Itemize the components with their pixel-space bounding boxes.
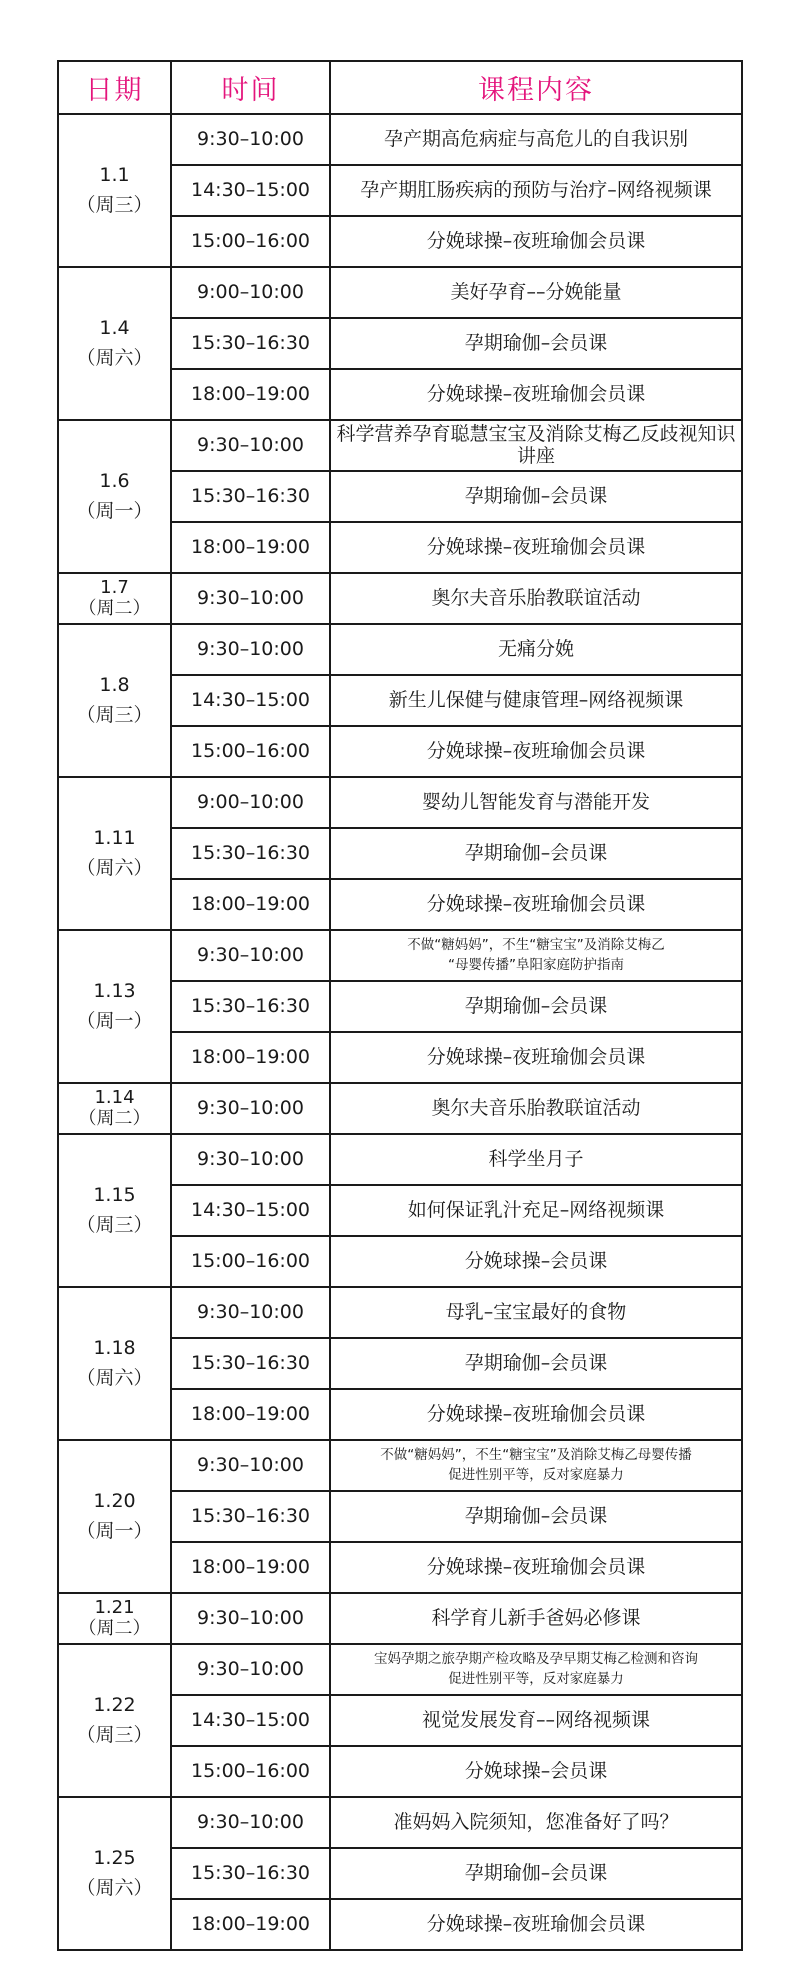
topic-line: 孕期瑜伽–会员课 xyxy=(464,1351,608,1374)
time-cell: 9:30–10:00 xyxy=(171,1593,330,1644)
date-cell xyxy=(58,1287,171,1440)
topic-cell xyxy=(330,267,742,318)
weekday-value: （周一） xyxy=(76,1009,153,1032)
topic-line: 奥尔夫音乐胎教联谊活动 xyxy=(431,1096,641,1119)
schedule-row xyxy=(58,624,742,675)
topic-cell xyxy=(330,981,742,1032)
topic-line: 科学育儿新手爸妈必修课 xyxy=(431,1606,641,1629)
schedule-row xyxy=(58,1134,742,1185)
weekday-value: （周六） xyxy=(76,856,153,879)
date-value: 1.7 xyxy=(100,576,129,598)
date-cell xyxy=(58,420,171,573)
schedule-row xyxy=(58,1287,742,1338)
topic-line: 美好孕育––分娩能量 xyxy=(450,280,622,303)
topic-cell xyxy=(330,1491,742,1542)
topic-line: 分娩球操–夜班瑜伽会员课 xyxy=(426,739,646,762)
time-cell: 18:00–19:00 xyxy=(171,1899,330,1950)
topic-cell xyxy=(330,1746,742,1797)
date-cell xyxy=(58,573,171,624)
topic-cell xyxy=(330,471,742,522)
date-cell xyxy=(58,624,171,777)
date-value: 1.14 xyxy=(94,1086,135,1108)
time-cell: 9:30–10:00 xyxy=(171,930,330,981)
topic-line: 促进性别平等，反对家庭暴力 xyxy=(448,1466,624,1483)
topic-line: 科学营养孕育聪慧宝宝及消除艾梅乙反歧视知识讲座 xyxy=(336,422,736,467)
time-cell: 9:00–10:00 xyxy=(171,267,330,318)
date-cell xyxy=(58,1593,171,1644)
topic-cell xyxy=(330,1593,742,1644)
weekday-value: （周二） xyxy=(78,1617,151,1639)
time-cell: 9:30–10:00 xyxy=(171,624,330,675)
time-cell: 18:00–19:00 xyxy=(171,522,330,573)
topic-cell xyxy=(330,1695,742,1746)
topic-cell xyxy=(330,1032,742,1083)
time-cell: 15:00–16:00 xyxy=(171,1746,330,1797)
topic-cell xyxy=(330,1236,742,1287)
topic-line: 不做“糖妈妈”，不生“糖宝宝”及消除艾梅乙母婴传播 xyxy=(380,1446,692,1463)
weekday-value: （周二） xyxy=(78,597,151,619)
time-cell: 15:00–16:00 xyxy=(171,1236,330,1287)
topic-line: 分娩球操–夜班瑜伽会员课 xyxy=(426,535,646,558)
weekday-value: （周六） xyxy=(76,1876,153,1899)
schedule-row xyxy=(58,1797,742,1848)
topic-line: 准妈妈入院须知，您准备好了吗？ xyxy=(393,1810,679,1833)
topic-line: 孕期瑜伽–会员课 xyxy=(464,1861,608,1884)
time-cell: 15:30–16:30 xyxy=(171,981,330,1032)
time-cell: 9:30–10:00 xyxy=(171,573,330,624)
schedule-row xyxy=(58,1083,742,1134)
topic-cell xyxy=(330,1542,742,1593)
weekday-value: （周六） xyxy=(76,1366,153,1389)
time-cell: 15:00–16:00 xyxy=(171,216,330,267)
topic-cell xyxy=(330,573,742,624)
topic-line: “母婴传播”阜阳家庭防护指南 xyxy=(448,956,624,973)
topic-cell xyxy=(330,420,742,471)
topic-line: 孕期瑜伽–会员课 xyxy=(464,841,608,864)
date-cell xyxy=(58,777,171,930)
topic-cell xyxy=(330,675,742,726)
time-cell: 18:00–19:00 xyxy=(171,1542,330,1593)
topic-cell xyxy=(330,1134,742,1185)
topic-cell xyxy=(330,522,742,573)
time-cell: 14:30–15:00 xyxy=(171,1185,330,1236)
topic-cell xyxy=(330,777,742,828)
topic-line: 孕期瑜伽–会员课 xyxy=(464,994,608,1017)
weekday-value: （周一） xyxy=(76,1519,153,1542)
schedule-row xyxy=(58,267,742,318)
topic-cell xyxy=(330,930,742,981)
topic-line: 孕期瑜伽–会员课 xyxy=(464,331,608,354)
date-value: 1.21 xyxy=(94,1596,135,1618)
topic-line: 不做“糖妈妈”，不生“糖宝宝”及消除艾梅乙 xyxy=(407,936,665,953)
date-value: 1.6 xyxy=(99,470,130,493)
time-cell: 15:30–16:30 xyxy=(171,471,330,522)
schedule-row xyxy=(58,930,742,981)
date-cell xyxy=(58,1134,171,1287)
time-cell: 9:30–10:00 xyxy=(171,114,330,165)
date-cell xyxy=(58,267,171,420)
schedule-row xyxy=(58,420,742,471)
topic-cell xyxy=(330,1797,742,1848)
topic-line: 孕产期高危病症与高危儿的自我识别 xyxy=(383,127,688,150)
topic-line: 如何保证乳汁充足–网络视频课 xyxy=(407,1198,665,1221)
date-value: 1.13 xyxy=(93,980,136,1003)
topic-line: 新生儿保健与健康管理–网络视频课 xyxy=(388,688,684,711)
date-cell xyxy=(58,1644,171,1797)
header-row xyxy=(58,61,742,114)
schedule-body xyxy=(58,114,742,1950)
schedule-row xyxy=(58,114,742,165)
time-cell: 9:30–10:00 xyxy=(171,1440,330,1491)
time-cell: 9:30–10:00 xyxy=(171,1644,330,1695)
time-cell: 15:30–16:30 xyxy=(171,1338,330,1389)
header-topic: 课程内容 xyxy=(330,61,742,114)
date-value: 1.1 xyxy=(99,164,130,187)
course-schedule-table xyxy=(57,60,743,1951)
topic-line: 分娩球操–夜班瑜伽会员课 xyxy=(426,1045,646,1068)
topic-line: 分娩球操–夜班瑜伽会员课 xyxy=(426,892,646,915)
topic-line: 孕产期肛肠疾病的预防与治疗–网络视频课 xyxy=(360,178,712,201)
topic-cell xyxy=(330,318,742,369)
topic-line: 分娩球操–夜班瑜伽会员课 xyxy=(426,1912,646,1935)
date-value: 1.22 xyxy=(93,1694,136,1717)
topic-cell xyxy=(330,1440,742,1491)
time-cell: 18:00–19:00 xyxy=(171,879,330,930)
topic-line: 孕期瑜伽–会员课 xyxy=(464,1504,608,1527)
header-time: 时间 xyxy=(171,61,330,114)
schedule-row xyxy=(58,1593,742,1644)
topic-line: 视觉发展发育––网络视频课 xyxy=(421,1708,650,1731)
time-cell: 15:30–16:30 xyxy=(171,318,330,369)
date-value: 1.25 xyxy=(93,1847,136,1870)
topic-line: 分娩球操–会员课 xyxy=(464,1759,608,1782)
time-cell: 14:30–15:00 xyxy=(171,1695,330,1746)
time-cell: 9:30–10:00 xyxy=(171,420,330,471)
topic-line: 宝妈孕期之旅孕期产检攻略及孕早期艾梅乙检测和咨询 xyxy=(374,1650,698,1667)
weekday-value: （周三） xyxy=(76,703,153,726)
schedule-row xyxy=(58,1440,742,1491)
date-value: 1.4 xyxy=(99,317,130,340)
schedule-row xyxy=(58,573,742,624)
schedule-row xyxy=(58,1644,742,1695)
topic-cell xyxy=(330,726,742,777)
topic-line: 母乳–宝宝最好的食物 xyxy=(445,1300,627,1323)
schedule-row xyxy=(58,777,742,828)
topic-line: 奥尔夫音乐胎教联谊活动 xyxy=(431,586,641,609)
weekday-value: （周三） xyxy=(76,193,153,216)
topic-line: 分娩球操–夜班瑜伽会员课 xyxy=(426,382,646,405)
topic-line: 分娩球操–夜班瑜伽会员课 xyxy=(426,1555,646,1578)
time-cell: 9:30–10:00 xyxy=(171,1134,330,1185)
topic-cell xyxy=(330,369,742,420)
topic-line: 婴幼儿智能发育与潜能开发 xyxy=(421,790,650,813)
date-value: 1.15 xyxy=(93,1184,136,1207)
weekday-value: （周六） xyxy=(76,346,153,369)
topic-cell xyxy=(330,1083,742,1134)
time-cell: 18:00–19:00 xyxy=(171,1389,330,1440)
date-cell xyxy=(58,1797,171,1950)
topic-cell xyxy=(330,1848,742,1899)
weekday-value: （周一） xyxy=(76,499,153,522)
time-cell: 15:30–16:30 xyxy=(171,1848,330,1899)
date-cell xyxy=(58,114,171,267)
topic-cell xyxy=(330,1185,742,1236)
header-date: 日期 xyxy=(58,61,171,114)
topic-cell xyxy=(330,624,742,675)
topic-line: 分娩球操–夜班瑜伽会员课 xyxy=(426,1402,646,1425)
topic-line: 分娩球操–夜班瑜伽会员课 xyxy=(426,229,646,252)
topic-cell xyxy=(330,114,742,165)
date-value: 1.8 xyxy=(99,674,130,697)
topic-cell xyxy=(330,216,742,267)
date-value: 1.18 xyxy=(93,1337,136,1360)
time-cell: 14:30–15:00 xyxy=(171,675,330,726)
topic-cell xyxy=(330,879,742,930)
date-cell xyxy=(58,1440,171,1593)
time-cell: 14:30–15:00 xyxy=(171,165,330,216)
topic-line: 促进性别平等，反对家庭暴力 xyxy=(448,1670,624,1687)
time-cell: 15:30–16:30 xyxy=(171,1491,330,1542)
time-cell: 15:00–16:00 xyxy=(171,726,330,777)
time-cell: 9:30–10:00 xyxy=(171,1797,330,1848)
topic-cell xyxy=(330,1644,742,1695)
weekday-value: （周三） xyxy=(76,1213,153,1236)
date-value: 1.11 xyxy=(93,827,136,850)
time-cell: 15:30–16:30 xyxy=(171,828,330,879)
time-cell: 9:30–10:00 xyxy=(171,1083,330,1134)
time-cell: 9:00–10:00 xyxy=(171,777,330,828)
topic-line: 科学坐月子 xyxy=(488,1147,584,1170)
topic-line: 无痛分娩 xyxy=(497,637,574,660)
weekday-value: （周二） xyxy=(78,1107,151,1129)
date-cell xyxy=(58,930,171,1083)
time-cell: 18:00–19:00 xyxy=(171,369,330,420)
topic-cell xyxy=(330,1338,742,1389)
topic-cell xyxy=(330,828,742,879)
topic-cell xyxy=(330,1389,742,1440)
topic-cell xyxy=(330,1899,742,1950)
time-cell: 18:00–19:00 xyxy=(171,1032,330,1083)
time-cell: 9:30–10:00 xyxy=(171,1287,330,1338)
weekday-value: （周三） xyxy=(76,1723,153,1746)
date-cell xyxy=(58,1083,171,1134)
topic-line: 分娩球操–会员课 xyxy=(464,1249,608,1272)
topic-cell xyxy=(330,165,742,216)
topic-line: 孕期瑜伽–会员课 xyxy=(464,484,608,507)
topic-cell xyxy=(330,1287,742,1338)
date-value: 1.20 xyxy=(93,1490,136,1513)
